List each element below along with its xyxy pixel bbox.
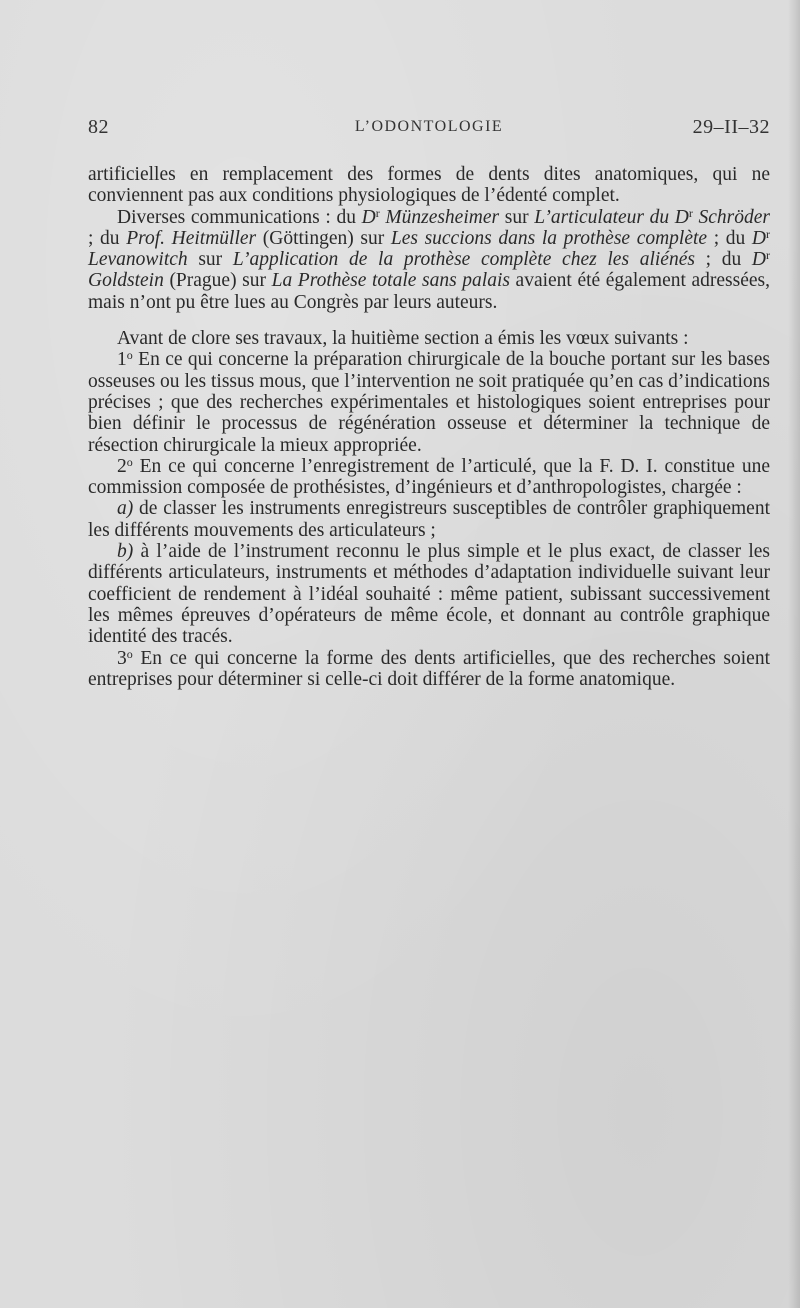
page-header bbox=[88, 116, 770, 144]
item-number: 1 bbox=[117, 349, 127, 371]
paragraph-voeu-1 bbox=[88, 349, 770, 455]
superscript: r bbox=[766, 248, 770, 263]
running-title: L’ODONTOLOGIE bbox=[354, 118, 504, 135]
superscript: o bbox=[126, 454, 133, 469]
superscript: r bbox=[688, 205, 693, 220]
author-name: Levanowitch bbox=[88, 249, 188, 271]
paragraph-text: de classer les instruments enregistreurs susceptibles de contrôler graphiquement les différents mouvements des articulateurs ; bbox=[88, 498, 770, 541]
item-number: 3 bbox=[117, 647, 127, 669]
work-title: L’application de la prothèse complète chez les aliénés bbox=[232, 249, 695, 271]
paragraph-text: En ce qui concerne la préparation chirurgicale de la bouche portant sur les bases osseuses ou les tissus mous, que l’intervention ne soit pratiquée qu’en cas d’indications précises ; que des recherches expérimentales et histologiques soient entreprises pour bien définir le processus de régénération osseuse et déterminer la technique de résection chirurgicale la mieux appropriée. bbox=[88, 349, 770, 456]
text-run: ; du bbox=[694, 249, 752, 271]
paragraph-voeux-intro bbox=[88, 328, 770, 349]
page-edge-shadow bbox=[788, 0, 800, 1308]
paragraph-text: En ce qui concerne la forme des dents artificielles, que des recherches soient entreprises pour déterminer si celle-ci doit différer de la forme anatomique. bbox=[88, 647, 770, 690]
paragraph-text: à l’aide de l’instrument reconnu le plus simple et le plus exact, de classer les différents articulateurs, instruments et méthodes d’adaptation individuelle suivant leur coefficient de rendement à l’idéal souhaité : même patient, subissant successivement les mêmes épreuves d’opérateurs de même école, et donnant au contrôle graphique identité des tracés. bbox=[88, 541, 770, 648]
issue-date: 29–II–32 bbox=[692, 116, 770, 138]
text-run: avaient été également adressées, mais n’ont pu être lues au Congrès par leurs auteurs. bbox=[88, 270, 771, 313]
work-title: L’articulateur du D bbox=[534, 206, 689, 228]
text-run: (Göttingen) sur bbox=[256, 227, 391, 249]
text-run: ; du bbox=[88, 227, 127, 249]
text-run: Diverses communications : du bbox=[117, 206, 362, 228]
doctor-abbrev: D bbox=[361, 206, 376, 228]
item-label: a) bbox=[117, 498, 134, 520]
paragraph-text: En ce qui concerne l’enregistrement de l’articulé, que la F. D. I. constitue une commission composée de prothésistes, d’ingénieurs et d’anthropologistes, chargée : bbox=[88, 455, 770, 499]
paragraph-text: artificielles en remplacement des formes de dents dites anatomiques, qui ne conviennent pas aux conditions physiologiques de l’édenté complet. bbox=[88, 164, 770, 207]
paragraph-continuation bbox=[88, 164, 770, 207]
superscript: r bbox=[375, 205, 380, 220]
doctor-abbrev: D bbox=[751, 249, 766, 271]
text-run: ; du bbox=[707, 227, 752, 249]
body-text bbox=[88, 164, 770, 690]
paragraph-voeu-3 bbox=[88, 648, 770, 691]
work-title: Schröder bbox=[692, 206, 770, 228]
paragraph-voeu-2 bbox=[88, 456, 770, 499]
paragraph-voeu-2b bbox=[88, 541, 770, 647]
work-title: La Prothèse totale sans palais bbox=[271, 270, 510, 292]
superscript: r bbox=[766, 226, 770, 241]
paragraph-communications bbox=[88, 207, 770, 313]
superscript: o bbox=[126, 646, 133, 661]
paragraph-text: Avant de clore ses travaux, la huitième section a émis les vœux suivants : bbox=[117, 328, 689, 350]
item-number: 2 bbox=[117, 455, 127, 477]
author-name: Goldstein bbox=[88, 270, 164, 292]
page-number: 82 bbox=[88, 116, 109, 138]
item-label: b) bbox=[117, 541, 134, 563]
text-run: sur bbox=[499, 206, 535, 228]
doctor-abbrev: D bbox=[751, 227, 766, 249]
superscript: o bbox=[126, 348, 133, 363]
author-name: Prof. Heitmüller bbox=[126, 227, 257, 249]
work-title: Les succions dans la prothèse complète bbox=[390, 227, 708, 249]
paragraph-voeu-2a bbox=[88, 498, 770, 541]
text-run: (Prague) sur bbox=[163, 270, 272, 292]
text-run: sur bbox=[187, 249, 233, 271]
author-name: Münzesheimer bbox=[379, 206, 500, 228]
